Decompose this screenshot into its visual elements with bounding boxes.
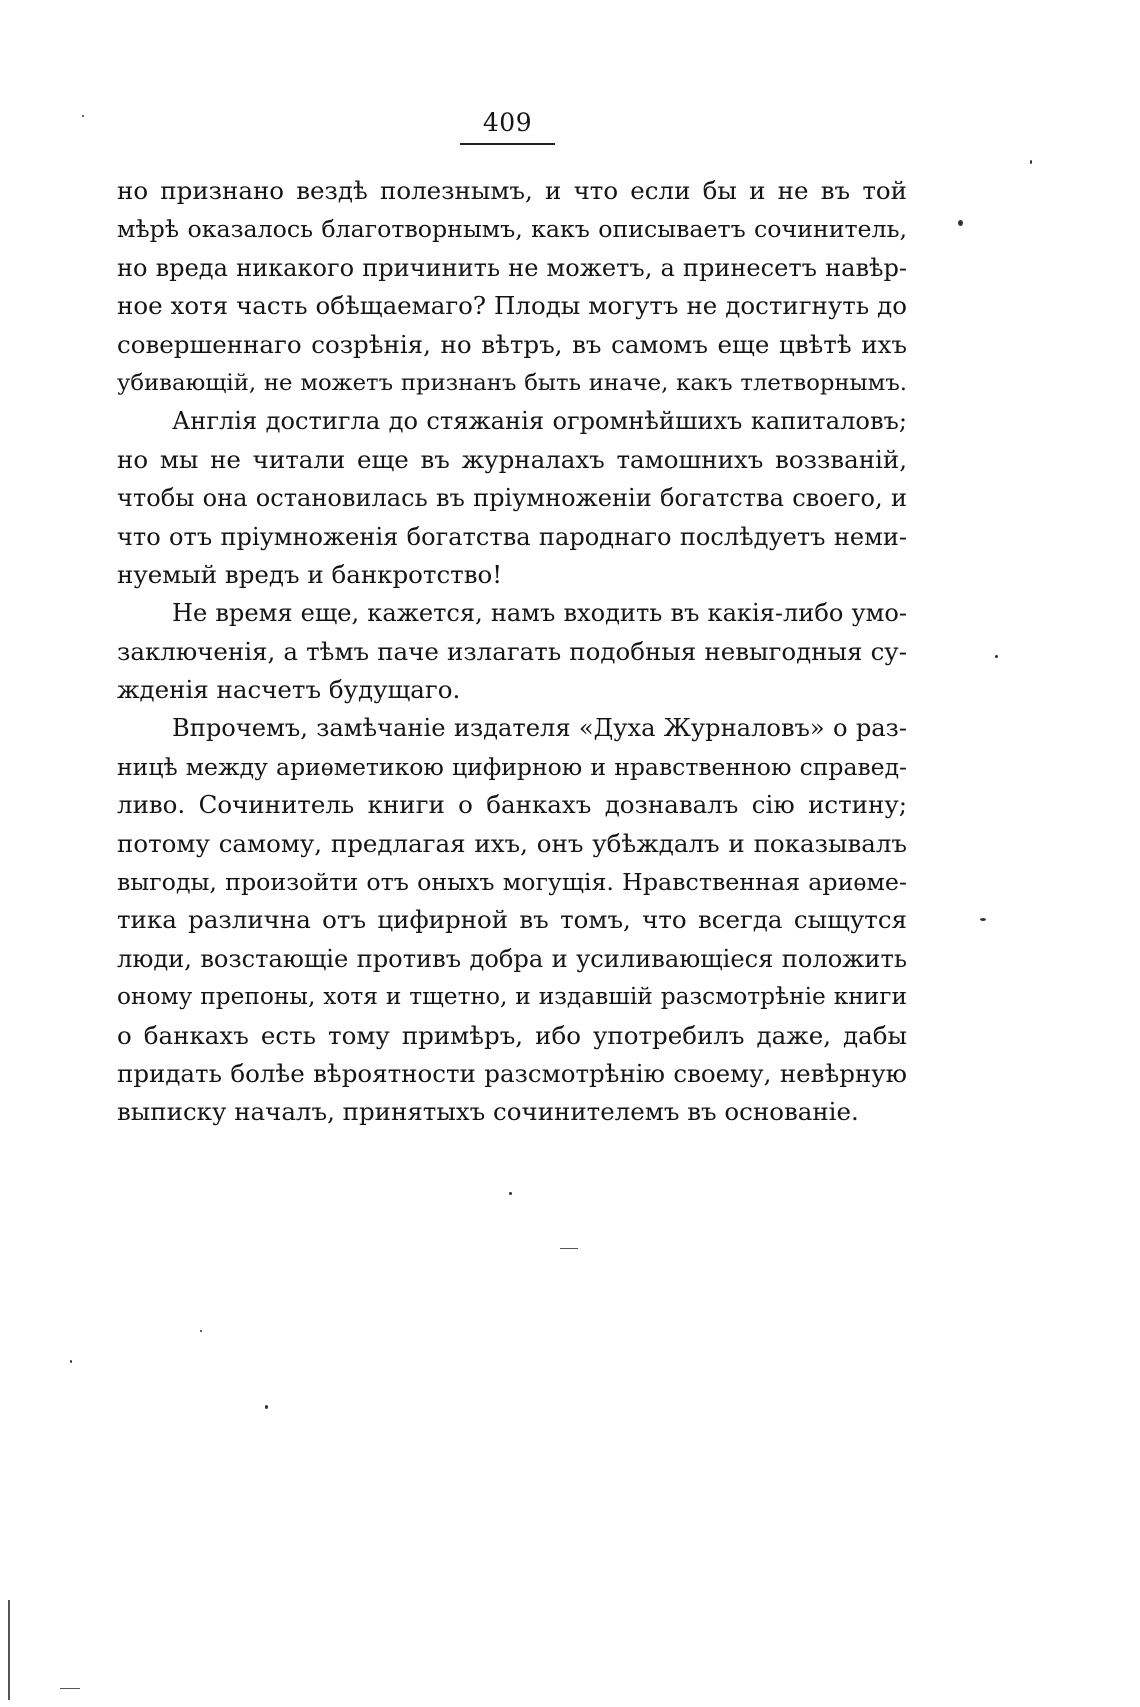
- text-line: о банкахъ есть тому примѣръ, ибо употребилъ даже, дабы: [117, 1020, 907, 1050]
- scan-speck: [1030, 160, 1032, 164]
- scan-speck: [82, 115, 84, 117]
- text-line: ное хотя часть обѣщаемаго? Плоды могутъ не достигнуть до: [117, 291, 907, 321]
- text-line: но вреда никакого причинить не можетъ, а принесетъ навѣр-: [117, 253, 907, 282]
- text-line: но мы не читали еще въ журналахъ тамошнихъ воззваній,: [117, 444, 907, 474]
- text-line: Впрочемъ, замѣчаніе издателя «Духа Журналовъ» о раз-: [172, 714, 907, 743]
- text-line: оному препоны, хотя и тщетно, и издавшій разсмотрѣніе книги: [117, 983, 907, 1011]
- scan-edge-line: [8, 1600, 10, 1700]
- text-line: нуемый вредъ и банкротство!: [117, 559, 503, 589]
- text-line: мѣрѣ оказалось благотворнымъ, какъ описываетъ сочинитель,: [117, 215, 907, 244]
- text-line: тика различна отъ цифирной въ томъ, что всегда сыщутся: [117, 905, 907, 935]
- text-line: выписку началъ, принятыхъ сочинителемъ въ основаніе.: [117, 1097, 859, 1127]
- text-line: совершеннаго созрѣнія, но вѣтръ, въ самомъ еще цвѣтѣ ихъ: [117, 329, 907, 359]
- page-number: 409: [482, 108, 533, 137]
- scan-speck: [265, 1405, 268, 1409]
- page-number-rule: [460, 143, 555, 145]
- scan-speck: [200, 1330, 202, 1332]
- text-line: люди, возстающіе противъ добра и усиливающіеся положить: [117, 944, 907, 973]
- text-line: убивающій, не можетъ признанъ быть иначе, какъ тлетворнымъ.: [117, 369, 907, 396]
- text-line: выгоды, произойти отъ оныхъ могущія. Нравственная ариѳме-: [117, 868, 907, 897]
- text-line: ницѣ между ариѳметикою цифирною и нравственною справед-: [117, 752, 907, 781]
- scan-speck: [70, 1360, 72, 1363]
- text-line: потому самому, предлагая ихъ, онъ убѣждалъ и показывалъ: [117, 828, 907, 858]
- text-line: Не время еще, кажется, намъ входить въ какія-либо умо-: [172, 599, 907, 628]
- text-line: ливо. Сочинитель книги о банкахъ дознавалъ сію истину;: [117, 790, 907, 820]
- text-line: жденія насчетъ будущаго.: [117, 675, 461, 705]
- text-line: Англія достигла до стяжанія огромнѣйшихъ капиталовъ;: [172, 407, 907, 436]
- scan-speck: [995, 655, 998, 658]
- text-line: но признано вездѣ полезнымъ, и что если бы и не въ той: [117, 176, 907, 205]
- text-line: чтобы она остановилась въ пріумноженіи богатства своего, и: [117, 484, 907, 513]
- scan-speck: [958, 220, 963, 226]
- text-line: придать болѣе вѣроятности разсмотрѣнію своему, невѣрную: [117, 1058, 907, 1088]
- text-line: что отъ пріумноженія богатства пароднаго послѣдуетъ неми-: [117, 522, 907, 551]
- body-text: [117, 172, 907, 1132]
- text-line: заключенія, а тѣмъ паче излагать подобныя невыгодныя су-: [117, 636, 907, 666]
- scan-speck: [509, 1192, 512, 1195]
- scan-edge-line: [560, 1248, 578, 1249]
- scan-speck: [980, 918, 986, 921]
- scan-edge-line: [60, 1688, 80, 1689]
